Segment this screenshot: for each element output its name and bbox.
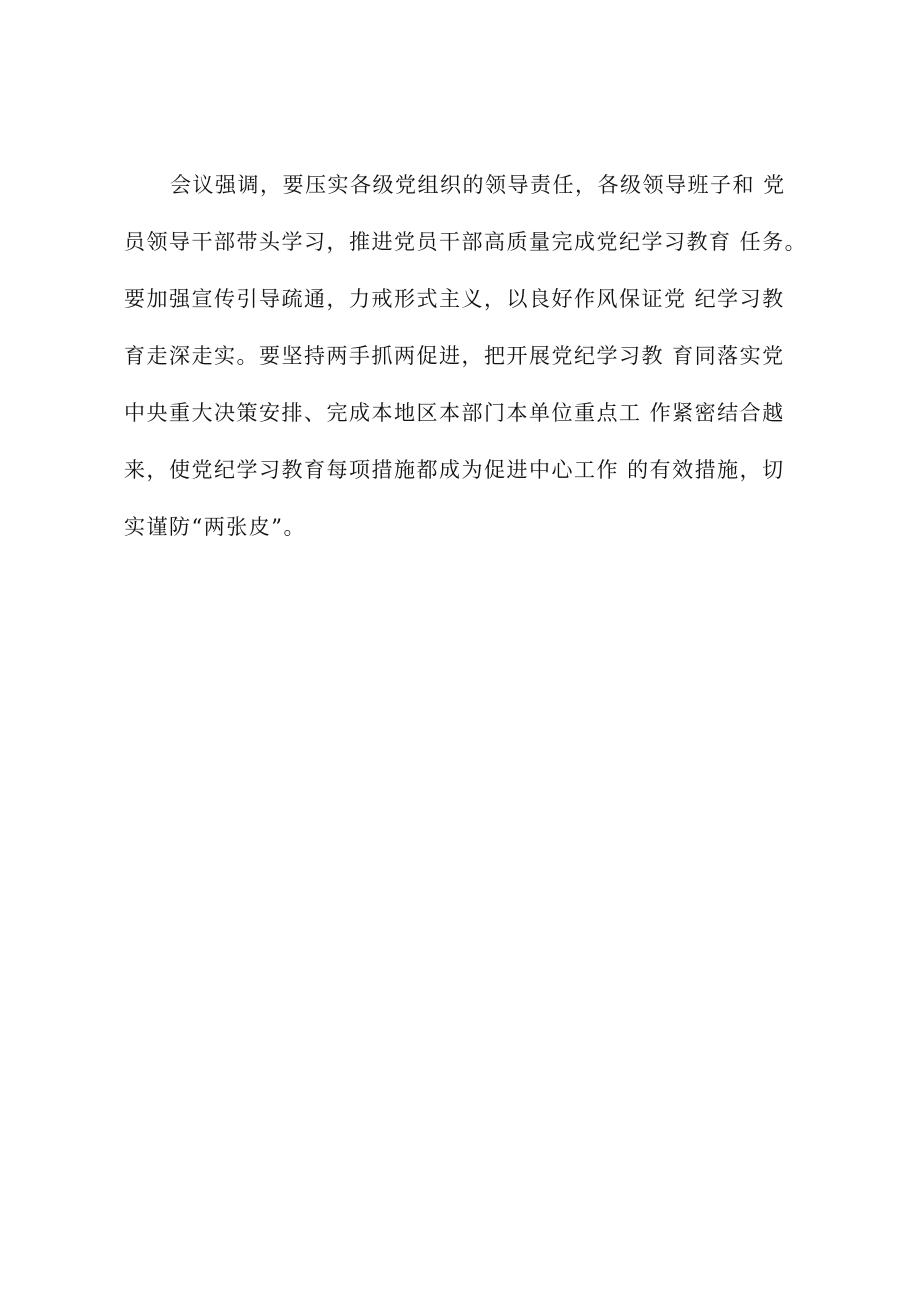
body-paragraph	[124, 166, 844, 565]
paragraph-line: 要加强宣传引导疏通，力戒形式主义，以良好作风保证党 纪学习教	[124, 287, 785, 311]
paragraph-line: 员领导干部带头学习，推进党员干部高质量完成党纪学习教育 任务。	[124, 230, 808, 254]
paragraph-line: 来，使党纪学习教育每项措施都成为促进中心工作 的有效措施，切	[124, 458, 785, 482]
paragraph-line: 会议强调，要压实各级党组织的领导责任，各级领导班子和 党	[170, 173, 786, 197]
paragraph-line: 育走深走实。要坚持两手抓两促进，把开展党纪学习教 育同落实党	[124, 344, 785, 368]
paragraph-line: 中央重大决策安排、完成本地区本部门本单位重点工 作紧密结合越	[124, 401, 785, 425]
paragraph-line: 实谨防“两张皮”。	[124, 515, 306, 539]
